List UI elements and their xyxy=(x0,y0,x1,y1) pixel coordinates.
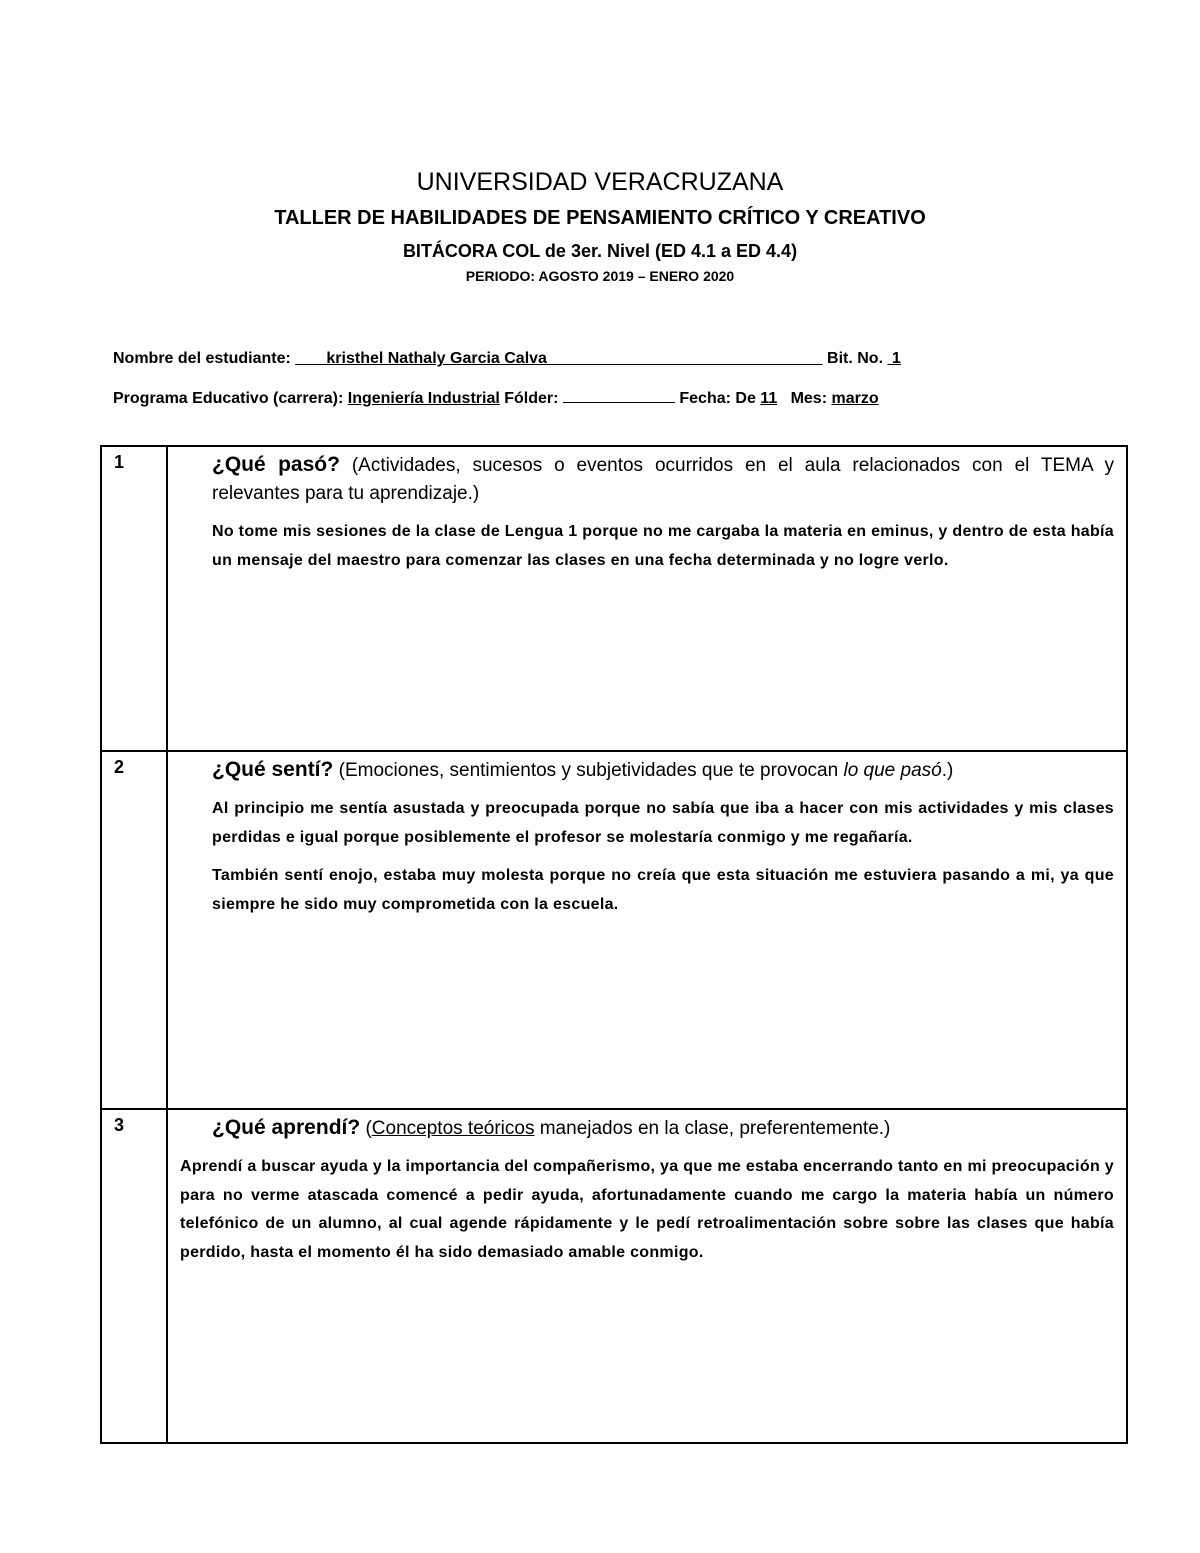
answer-paragraph: Al principio me sentía asustada y preocupada porque no sabía que iba a hacer con mis actividades y mis clases perdidas e igual porque posiblemente el profesor se molestaría conmigo y me regañaría. xyxy=(212,800,1114,846)
bit-number-label: Bit. No. xyxy=(827,350,884,367)
university-title: UNIVERSIDAD VERACRUZANA xyxy=(416,168,784,196)
folder-label: Fólder: xyxy=(504,390,559,407)
course-title: TALLER DE HABILIDADES DE PENSAMIENTO CRÍTICO Y CREATIVO xyxy=(274,207,926,229)
bit-number-value[interactable]: 1 xyxy=(891,350,901,367)
period-label: PERIODO: AGOSTO 2019 – ENERO 2020 xyxy=(465,268,735,284)
table-row xyxy=(101,446,1127,751)
log-title: BITÁCORA COL de 3er. Nivel (ED 4.1 a ED 4.4) xyxy=(402,241,798,261)
answer-paragraph: También sentí enojo, estaba muy molesta porque no creía que esta situación me estuviera pasando a mi, ya que siempre he sido muy comprometida con la escuela. xyxy=(212,867,1114,913)
section-number: 3 xyxy=(101,1109,167,1443)
table-row xyxy=(101,1109,1127,1443)
section-question xyxy=(212,756,1114,785)
answer-paragraph: No tome mis sesiones de la clase de Lengua 1 porque no me cargaba la materia en eminus, y dentro de esta había un mensaje del maestro para comenzar las clases en una fecha determinada y no logre verlo. xyxy=(212,523,1114,569)
program-label: Programa Educativo (carrera): xyxy=(113,390,344,407)
answer-paragraph: Aprendí a buscar ayuda y la importancia del compañerismo, ya que me estaba encerrando tanto en mi preocupación y para no verme atascada comencé a pedir ayuda, afortunadamente cuando me cargo la materia había un número telefónico de un alumno, al cual agende rápidamente y le pedí retroalimentación sobre sobre las clases que había perdido, hasta el momento él ha sido demasiado amable conmigo. xyxy=(180,1158,1114,1261)
section-content[interactable] xyxy=(167,1109,1127,1443)
question-title: ¿Qué sentí? xyxy=(212,758,334,781)
student-name-label: Nombre del estudiante: xyxy=(113,350,291,367)
section-question xyxy=(212,451,1114,508)
section-number: 1 xyxy=(101,446,167,751)
section-content[interactable] xyxy=(167,751,1127,1109)
table-row xyxy=(101,751,1127,1109)
student-name-value[interactable]: kristhel Nathaly Garcia Calva xyxy=(326,350,547,367)
date-label: Fecha: De xyxy=(679,390,756,407)
section-content[interactable] xyxy=(167,446,1127,751)
date-value[interactable]: 11 xyxy=(760,390,778,407)
section-number: 2 xyxy=(101,751,167,1109)
month-value[interactable]: marzo xyxy=(831,390,879,407)
student-name-row xyxy=(113,350,901,368)
reflection-table xyxy=(100,445,1128,1444)
folder-field[interactable] xyxy=(563,386,675,403)
question-hint: (Emociones, sentimientos y subjetividades que te provocan lo que pasó.) xyxy=(338,760,954,781)
program-row xyxy=(113,386,879,408)
question-hint: (Actividades, sucesos o eventos ocurridos en el aula relacionados con el TEMA y relevantes para tu aprendizaje.) xyxy=(212,455,1114,504)
program-value[interactable]: Ingeniería Industrial xyxy=(347,390,500,407)
question-title: ¿Qué aprendí? xyxy=(212,1116,361,1139)
question-hint: (Conceptos teóricos manejados en la clase, preferentemente.) xyxy=(365,1118,891,1139)
question-title: ¿Qué pasó? xyxy=(212,453,340,476)
month-label: Mes: xyxy=(790,390,828,407)
section-question xyxy=(212,1114,1114,1143)
